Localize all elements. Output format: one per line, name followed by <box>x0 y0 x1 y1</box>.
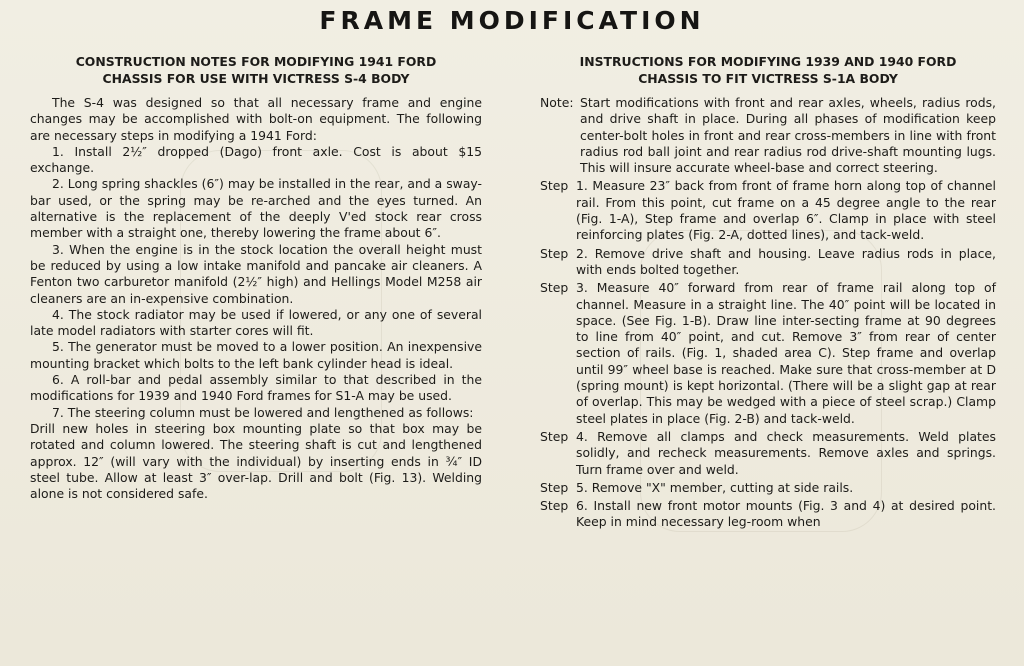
note-text: Start modifications with front and rear axles, wheels, radius rods, and drive shaft in place. During all phases of modification keep center-bolt holes in front and rear cross-members in line with front radius rod ball joint and rear radius rod drive-shaft mounting lugs. This will insure accurate wheel-base and correct steering. <box>580 95 996 176</box>
step-label: Step <box>540 498 569 514</box>
step-text: 3. Measure 40″ forward from rear of frame rail along top of channel. Measure in a straight line. The 40″ point will be located in space. (See Fig. 1-B). Draw line inter-secting frame at 90 degrees to line from 40″ point, and cut. Remove 3″ from rear of center section of rails. (Fig. 1, shaded area C). Step frame and overlap until 99″ wheel base is reached. Make sure that cross-member at D (spring mount) is kept horizontal. (There will be a slight gap at rear of overlap. This may be wedged with a piece of steel scrap.) Clamp steel plates in place (Fig. 2-B) and tack-weld. <box>576 280 996 426</box>
left-heading <box>30 54 482 87</box>
step-text: 5. Remove "X" member, cutting at side rails. <box>576 479 854 495</box>
step-label: Step <box>540 178 569 194</box>
construction-note-2: 2. Long spring shackles (6″) may be installed in the rear, and a sway-bar used, or the spring may be re-arched and the eyes turned. An alternative is the replacement of the deeply V'ed stock rear cross member with a straight one, thereby lowering the frame about 6″. <box>30 176 482 241</box>
construction-note-5: 5. The generator must be moved to a lower position. An inexpensive mounting bracket which bolts to the left bank cylinder head is ideal. <box>30 339 482 371</box>
step-text: 4. Remove all clamps and check measurements. Weld plates solidly, and recheck measurements. Remove axles and springs. Turn frame over and weld. <box>576 428 996 477</box>
page-title: FRAME MODIFICATION <box>319 6 705 35</box>
step-6 <box>540 498 996 531</box>
construction-note-3: 3. When the engine is in the stock location the overall height must be reduced by using a low intake manifold and pancake air cleaners. A Fenton two carburetor manifold (2½″ high) and Hellings Model M258 air cleaners are an in-expensive combination. <box>30 241 482 306</box>
right-heading-line-1: INSTRUCTIONS FOR MODIFYING 1939 AND 1940 FORD <box>579 54 957 69</box>
step-label: Step <box>540 280 569 296</box>
left-heading-line-2: CHASSIS FOR USE WITH VICTRESS S-4 BODY <box>102 70 410 86</box>
steering-instructions: Drill new holes in steering box mounting plate so that box may be rotated and column lowered. The steering shaft is cut and lengthened approx. 12″ (will vary with the individual) by inserting ends in ¾″ ID steel tube. Allow at least 3″ over-lap. Drill and bolt (Fig. 13). Welding alone is not considered safe. <box>30 420 482 502</box>
construction-note-4: 4. The stock radiator may be used if lowered, or any one of several late model radiators with starter cores will fit. <box>30 306 482 339</box>
intro-paragraph: The S-4 was designed so that all necessary frame and engine changes may be accomplished with bolt-on equipment. The following are necessary steps in modifying a 1941 Ford: <box>30 95 482 143</box>
left-heading-line-1: CONSTRUCTION NOTES FOR MODIFYING 1941 FORD <box>75 54 437 69</box>
step-5 <box>540 480 996 496</box>
note-block <box>540 95 996 176</box>
right-heading <box>540 54 996 87</box>
step-2 <box>540 246 996 279</box>
step-text: 6. Install new front motor mounts (Fig. 3 and 4) at desired point. Keep in mind necessary leg-room when <box>576 498 996 530</box>
left-column <box>30 54 482 502</box>
right-column <box>540 54 996 531</box>
construction-note-1: 1. Install 2½″ dropped (Dago) front axle. Cost is about $15 exchange. <box>30 143 482 176</box>
step-label: Step <box>540 479 569 495</box>
note-label: Note: <box>540 95 574 110</box>
step-label: Step <box>540 428 569 444</box>
step-1 <box>540 178 996 243</box>
right-heading-line-2: CHASSIS TO FIT VICTRESS S-1A BODY <box>638 70 898 86</box>
step-3 <box>540 280 996 427</box>
step-label: Step <box>540 245 569 261</box>
step-text: 2. Remove drive shaft and housing. Leave radius rods in place, with ends bolted together. <box>576 245 996 277</box>
step-4 <box>540 429 996 478</box>
construction-note-6: 6. A roll-bar and pedal assembly similar to that described in the modifications for 1939 and 1940 Ford frames for S1-A may be used. <box>30 372 482 404</box>
construction-note-7: 7. The steering column must be lowered and lengthened as follows: <box>52 404 474 420</box>
step-text: 1. Measure 23″ back from front of frame horn along top of channel rail. From this point, cut frame on a 45 degree angle to the rear (Fig. 1-A), Step frame and overlap 6″. Clamp in place with steel reinforcing plates (Fig. 2-A, dotted lines), and tack-weld. <box>576 178 996 243</box>
